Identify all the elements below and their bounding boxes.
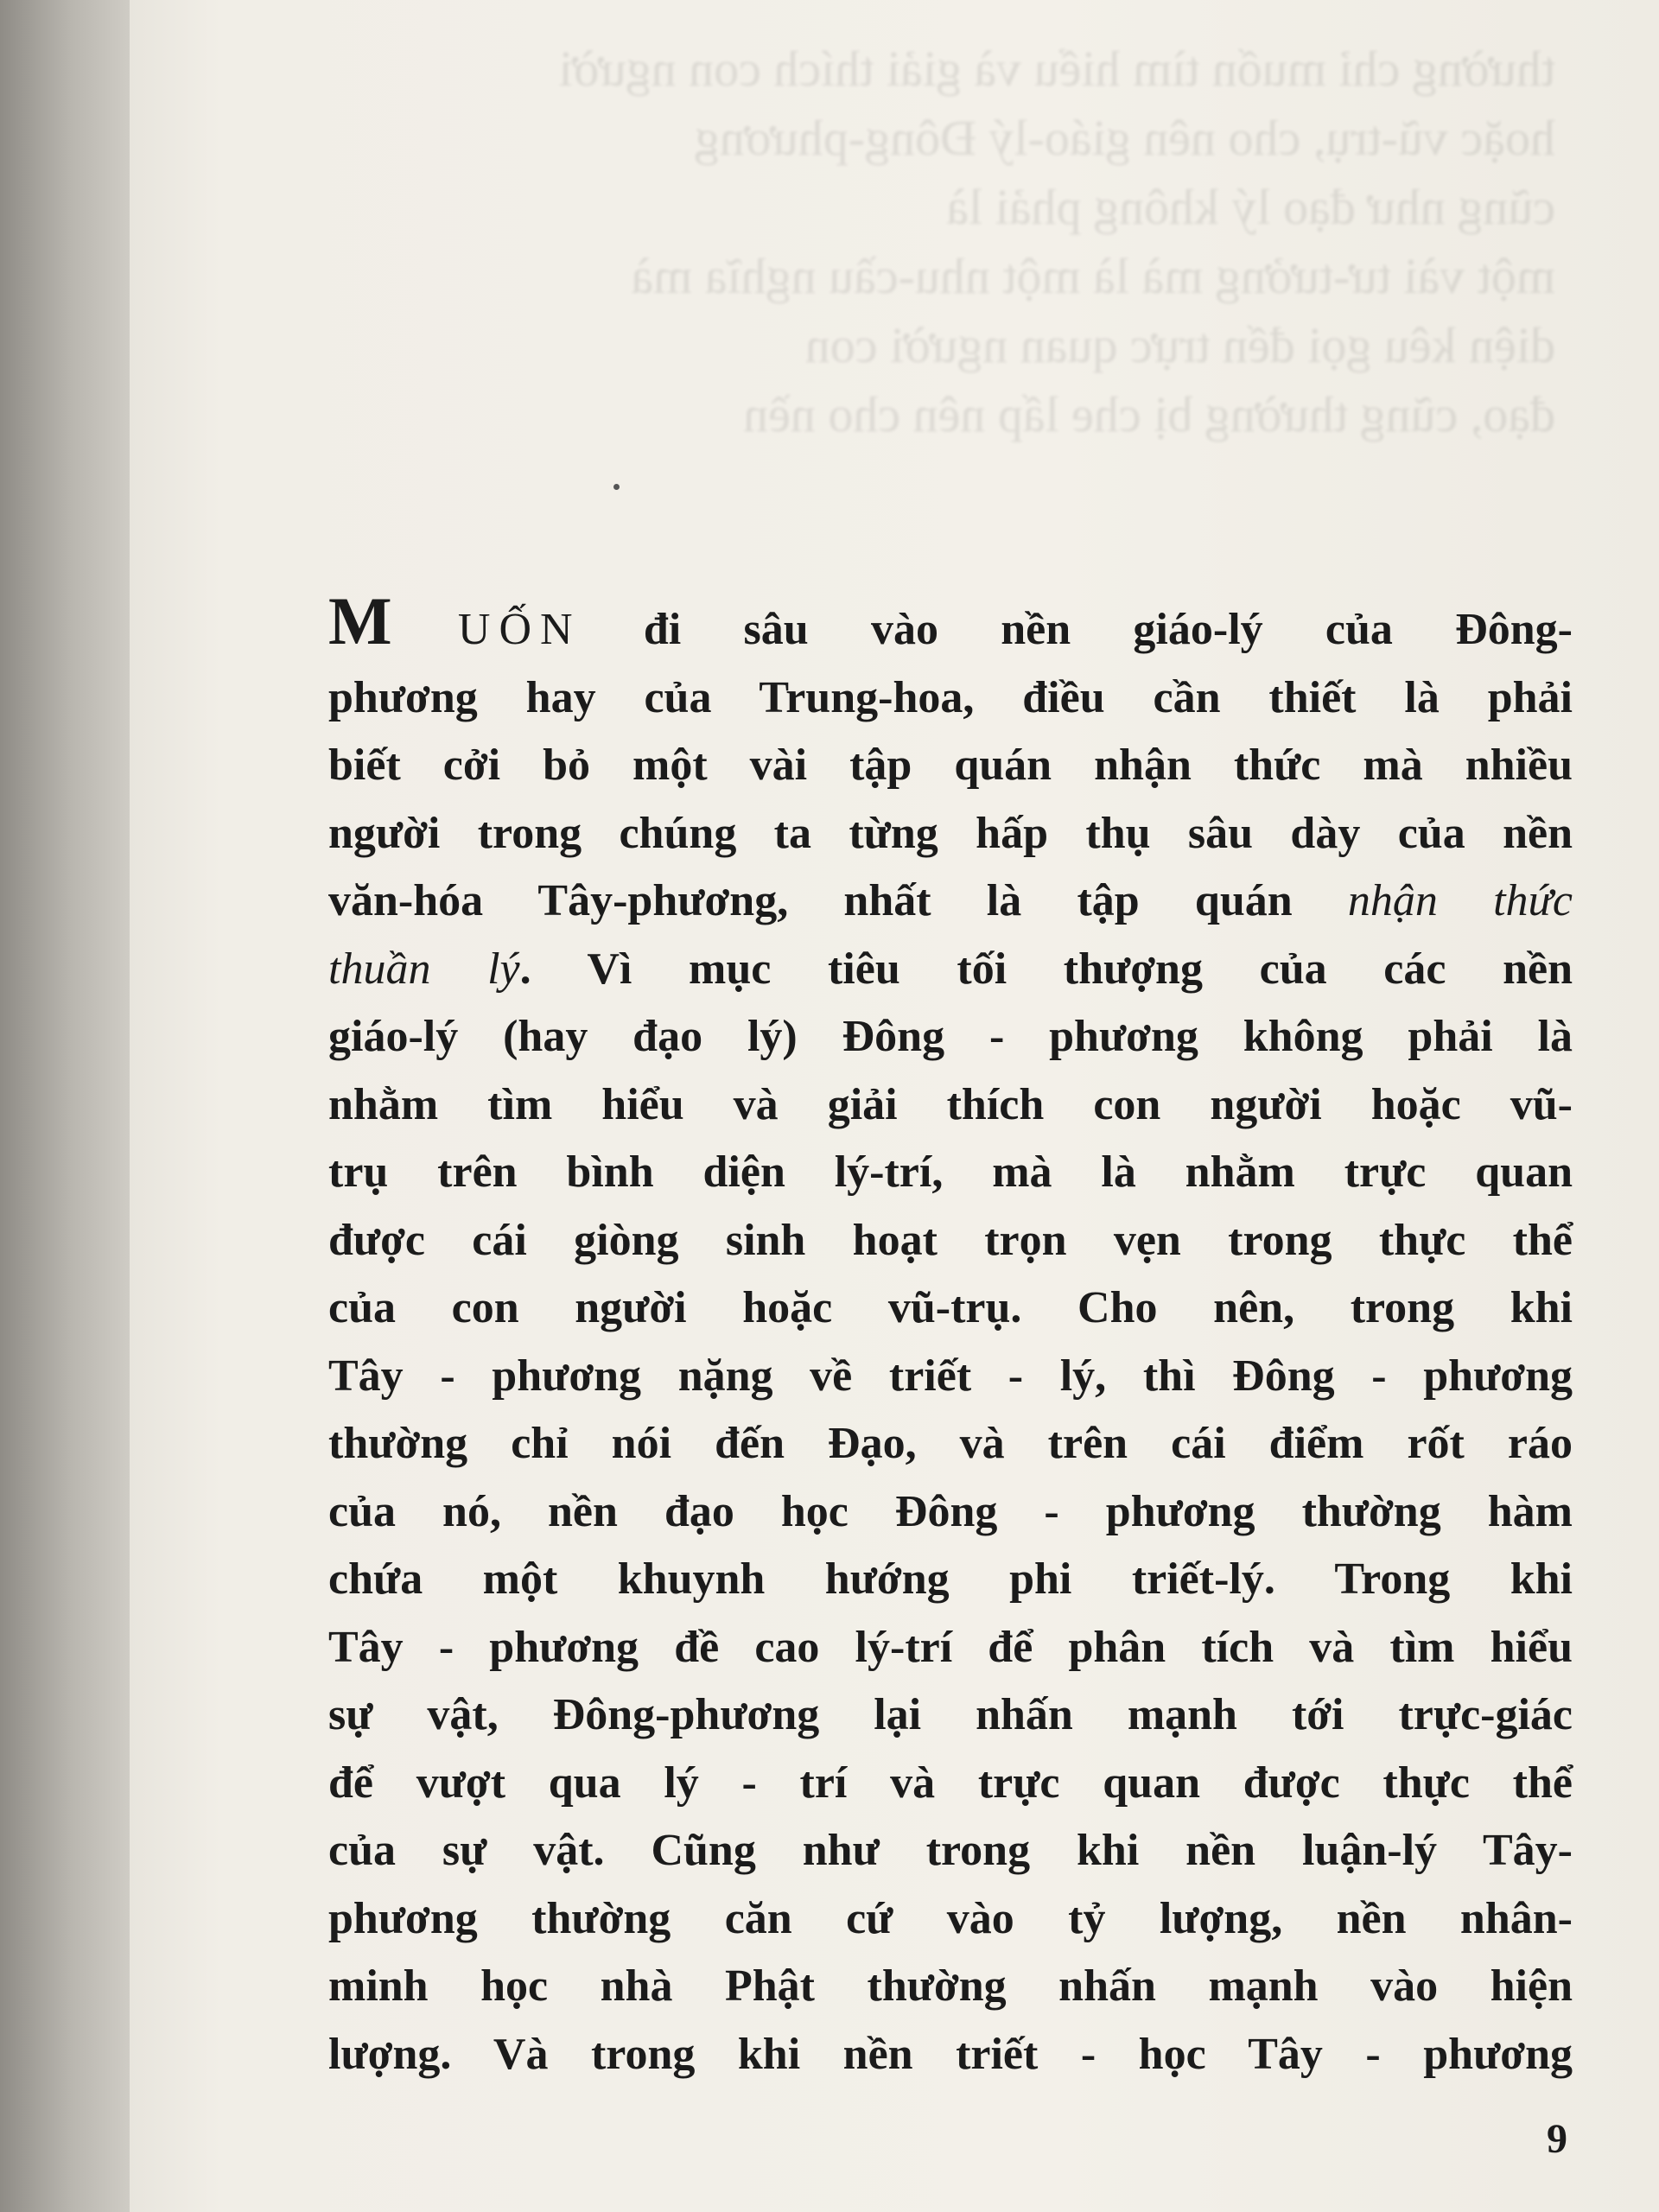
text-line: giáo-lý (hay đạo lý) Đông - phương không phải là (328, 1012, 1573, 1061)
text-line: Tây - phương đề cao lý-trí để phân tích và tìm hiểu (328, 1622, 1573, 1672)
body-paragraph (328, 583, 1573, 2088)
text-line: được cái giòng sinh hoạt trọn vẹn trong thực thể (328, 1215, 1573, 1265)
bleed-line: diện kêu gọi đến trực quan người con (804, 317, 1555, 373)
text-line: trụ trên bình diện lý-trí, mà là nhằm trực quan (328, 1147, 1573, 1197)
drop-cap-rest: UỐN (457, 605, 582, 654)
text-line (328, 936, 1573, 1004)
bleed-line: hoặc vũ-trụ, cho nên giáo-lý Đông-phương (694, 110, 1555, 166)
book-page (130, 0, 1659, 2212)
page-number: 9 (1547, 2116, 1567, 2162)
text-segment: . Vì mục tiêu tối thượng của các nền (519, 944, 1573, 994)
text-line: của nó, nền đạo học Đông - phương thường hàm (328, 1486, 1573, 1536)
text-line: sự vật, Đông-phương lại nhấn mạnh tới trực-giác (328, 1690, 1573, 1739)
text-line (328, 583, 1573, 664)
bleed-line: thường chỉ muốn tìm hiểu và giải thích con người (558, 41, 1555, 97)
text-line: chứa một khuynh hướng phi triết-lý. Trong khi (328, 1554, 1573, 1604)
italic-phrase: thuần lý (328, 944, 520, 994)
text-line: Tây - phương nặng về triết - lý, thì Đông - phương (328, 1351, 1573, 1401)
text-line: nhằm tìm hiểu và giải thích con người hoặc vũ- (328, 1079, 1573, 1129)
drop-cap: M (328, 583, 396, 658)
italic-phrase: nhận thức (1347, 876, 1573, 925)
text-line: của con người hoặc vũ-trụ. Cho nên, trong khi (328, 1283, 1573, 1332)
bleed-line: đạo, cũng thường bị che lấp nên cho nền (743, 386, 1555, 442)
book-gutter (0, 0, 130, 2212)
text-line: biết cởi bỏ một vài tập quán nhận thức mà nhiều (328, 741, 1573, 790)
text-line: thường chỉ nói đến Đạo, và trên cái điểm rốt ráo (328, 1419, 1573, 1468)
text-line-content: đi sâu vào nền giáo-lý của Đông- (643, 605, 1573, 654)
text-line: người trong chúng ta từng hấp thụ sâu dày của nền (328, 808, 1573, 858)
text-line: của sự vật. Cũng như trong khi nền luận-lý Tây- (328, 1826, 1573, 1875)
text-segment: văn-hóa Tây-phương, nhất là tập quán (328, 876, 1293, 925)
text-line: phương hay của Trung-hoa, điều cần thiết là phải (328, 672, 1573, 722)
text-line (328, 868, 1573, 936)
text-line: phương thường căn cứ vào tỷ lượng, nền nhân- (328, 1893, 1573, 1943)
bleed-line: cũng như đạo lý không phải là (946, 179, 1555, 235)
text-line: lượng. Và trong khi nền triết - học Tây - phương (328, 2029, 1573, 2079)
text-line: để vượt qua lý - trí và trực quan được thực thể (328, 1758, 1573, 1808)
text-line: minh học nhà Phật thường nhấn mạnh vào hiện (328, 1961, 1573, 2011)
bleed-line: một vài tư-tưởng mà là một nhu-cầu nghĩa mà (631, 248, 1555, 304)
ink-dot (613, 484, 620, 490)
